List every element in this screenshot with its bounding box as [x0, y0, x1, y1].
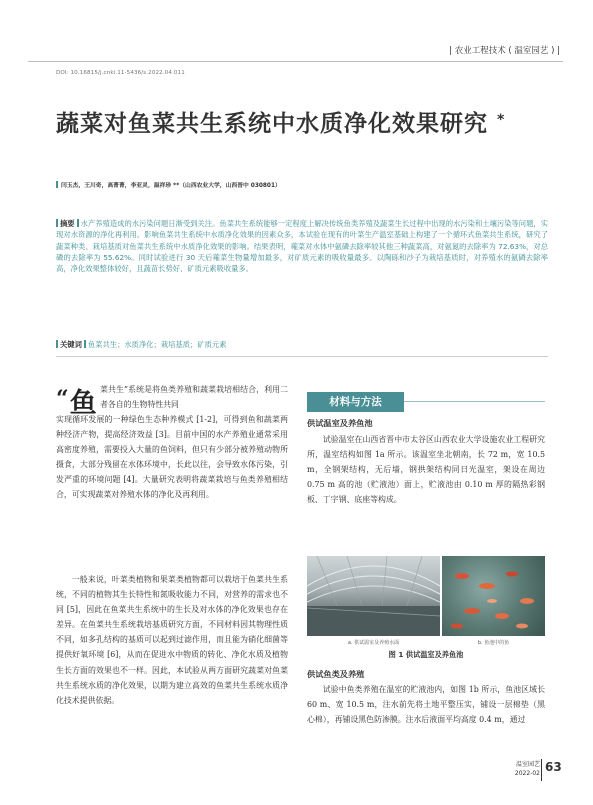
figure-1-title: 图 1 供试温室及养鱼池	[388, 650, 464, 659]
drop-quote: “	[56, 386, 69, 412]
drop-char: 鱼	[69, 388, 97, 419]
title-text: 蔬菜对鱼菜共生系统中水质净化效果研究	[56, 111, 488, 137]
doi-label: DOI: 10.16815/j.cnki.11-5436/s.2022.04.011	[56, 70, 185, 76]
figure-1a-greenhouse-photo	[307, 556, 440, 636]
section-heading-materials-methods: 材料与方法	[307, 392, 404, 412]
page-number: 63	[545, 760, 562, 774]
methods-paragraph-1: 试验温室在山西省晋中市太谷区山西农业大学设施农业工程研究所，温室结构如图 1a 所示。该温室坐北朝南，长 72 m，宽 10.5 m，全钢架结构，无后墙，钢拱架结构同日光温室，架设在周边 0.75 m 高的池（贮液池）面上，贮液池由 0.10 m 厚的隔热彩钢板、丁字钢、底座等构成。	[307, 435, 545, 505]
accent-bar	[56, 181, 58, 188]
title-footnote-mark: *	[497, 112, 506, 128]
methods-paragraph-2: 试验中鱼类养殖在温室的贮液池内，如图 1b 所示，鱼池区域长 60 m、宽 10.5 m，注水前先将土地平整压实，铺设一层棉垫（黑心棉），再铺设黑色防渗膜。注水后液面平均高度 0.4 m，通过	[307, 685, 545, 725]
keywords-label: 关键词	[60, 340, 82, 349]
section-divider	[56, 356, 548, 357]
abstract-block	[56, 218, 548, 274]
figure-1b-caption: b. 鱼池中的鱼	[477, 640, 510, 646]
article-title	[56, 108, 556, 140]
fish-image	[442, 556, 545, 636]
abstract-text: 水产养殖造成的水污染问题日渐受到关注。鱼菜共生系统能够一定程度上解决传统鱼类养殖及蔬菜生长过程中出现的水污染和土壤污染等问题，实现对水资源的净化再利用。影响鱼菜共生系统中水质净化效果的因素众多，本试验在现有的叶菜生产温室基础上构建了一个循环式鱼菜共生系统，研究了蔬菜种类、栽培基质对鱼菜共生系统中水质净化效果的影响。结果表明，蕹菜对水体中氨磷去除率较其他三种蔬菜高，对氨氮的去除率为 72.63%，对总磷的去除率为 55.62%。同时试验进行 30 天后蕹菜生物量增加最多，对矿质元素的吸收量最多。以陶砾和沙子为栽培基质时，对养殖水的氨磷去除率高，净化效果整体较好，且蔬苗长势好、矿质元素吸收量多。	[56, 219, 549, 274]
footer-magazine	[480, 760, 540, 778]
issue-date: 2022-02	[514, 770, 540, 777]
accent-bar	[84, 340, 86, 348]
author-line	[56, 180, 556, 189]
footer-divider	[541, 759, 542, 781]
keywords-text: 鱼菜共生；水质净化；栽培基质；矿质元素	[87, 340, 227, 349]
intro-lead-text: 菜共生”系统是将鱼类养殖和蔬菜栽培相结合，利用二者各自的生物特性共同	[100, 385, 288, 410]
figure-1a-caption: a. 供试温室及养殖水面	[347, 640, 400, 646]
journal-section-header: | 农业工程技术 ( 温室园艺 ) |	[449, 46, 560, 56]
accent-bar	[77, 219, 79, 227]
authors-text: 闫玉杰，王川奇，高菁菁，李亚灵，温祥珍 **（山西农业大学，山西晋中 030801）	[61, 183, 281, 189]
abstract-label: 摘要	[60, 219, 75, 228]
greenhouse-image	[307, 556, 440, 636]
intro-paragraph-1: 实现循环发展的一种绿色生态种养模式 [1-2]，可得到鱼和蔬菜两种经济产物，提高经济效益 [3]。目前中国的水产养殖业通常采用高密度养殖，需要投入大量的鱼饲料，但只有少部分被养殖动物所摄食，大部分残留在水体环境中，长此以往，会导致水体污染，引发严重的环境问题 [4]。大量研究表明将蔬菜栽培与鱼类养殖相结合，可实现蔬菜对养殖水体的净化及再利用。	[56, 415, 288, 500]
accent-bar	[56, 219, 58, 227]
keywords-block	[56, 340, 548, 350]
header-rule	[28, 61, 563, 62]
subheading-greenhouse: 供试温室及养鱼池	[307, 418, 373, 428]
accent-bar	[56, 340, 58, 348]
magazine-name: 温室园艺	[515, 761, 540, 768]
figure-1b-fish-pond-photo	[442, 556, 545, 636]
intro-paragraph-2: 一般来说，叶菜类植物和果菜类植物都可以栽培于鱼菜共生系统，不同的植物其生长特性和氮吸收能力不同，对营养的需求也不同 [5]，因此在鱼菜共生系统中的生长及对水体的净化效果也存在差异。在鱼菜共生系统栽培基质研究方面，不同材料因其物理性质不同，如多孔结构的基质可以起到过滤作用，而且能为硝化细菌等提供好氧环境 [6]，从而在促进水中物质的转化、净化水质及植物生长方面的效果也不一样。因此，本试验从两方面研究蔬菜对鱼菜共生系统水质的净化效果，以期为建立高效的鱼菜共生系统水质净化技术提供依据。	[56, 575, 288, 705]
subheading-fish: 供试鱼类及养殖	[307, 669, 365, 679]
